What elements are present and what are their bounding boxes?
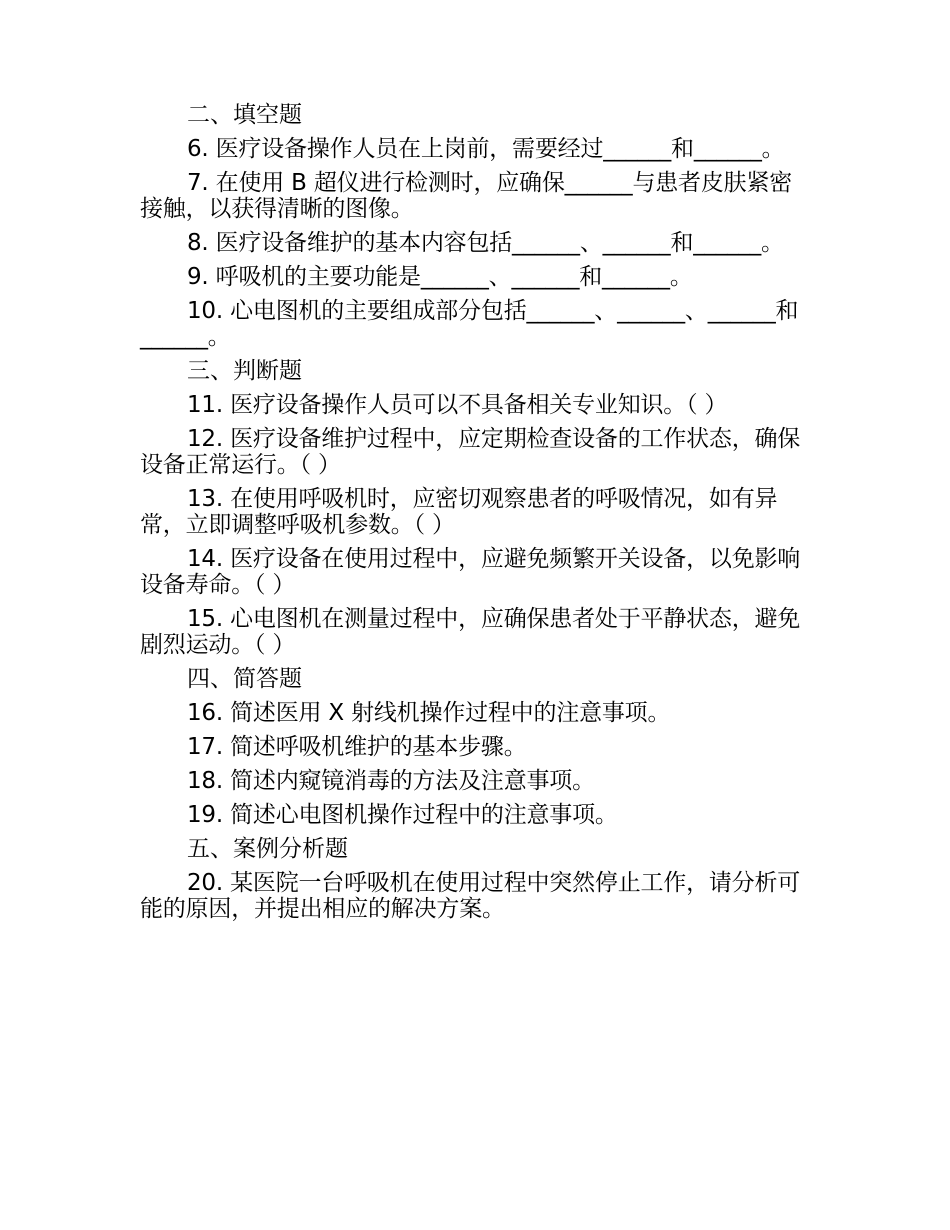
question-12: 12. 医疗设备维护过程中，应定期检查设备的工作状态，确保设备正常运行。（ ） <box>140 426 801 478</box>
section-true-false <box>140 358 805 658</box>
question-10: 10. 心电图机的主要组成部分包括______、______、______和______。 <box>140 298 799 350</box>
section-case-analysis <box>140 836 805 922</box>
question-7: 7. 在使用 B 超仪进行检测时，应确保______与患者皮肤紧密接触，以获得清晰的图像。 <box>140 170 793 222</box>
question-16: 16. 简述医用 X 射线机操作过程中的注意事项。 <box>187 700 671 726</box>
section-heading: 四、简答题 <box>187 666 302 692</box>
question-15: 15. 心电图机在测量过程中，应确保患者处于平静状态，避免剧烈运动。（ ） <box>140 606 801 658</box>
question-13: 13. 在使用呼吸机时，应密切观察患者的呼吸情况，如有异常，立即调整呼吸机参数。（ ） <box>140 486 778 538</box>
question-11: 11. 医疗设备操作人员可以不具备相关专业知识。（ ） <box>187 392 728 418</box>
document-body <box>140 102 805 930</box>
question-8: 8. 医疗设备维护的基本内容包括______、______和______。 <box>187 230 784 256</box>
section-heading: 五、案例分析题 <box>187 836 348 862</box>
question-19: 19. 简述心电图机操作过程中的注意事项。 <box>187 802 618 828</box>
section-heading: 三、判断题 <box>187 358 302 384</box>
section-short-answer <box>140 666 805 828</box>
question-20: 20. 某医院一台呼吸机在使用过程中突然停止工作，请分析可能的原因，并提出相应的解决方案。 <box>140 870 801 922</box>
question-14: 14. 医疗设备在使用过程中，应避免频繁开关设备，以免影响设备寿命。（ ） <box>140 546 801 598</box>
question-9: 9. 呼吸机的主要功能是______、______和______。 <box>187 264 693 290</box>
section-heading: 二、填空题 <box>187 102 302 128</box>
question-17: 17. 简述呼吸机维护的基本步骤。 <box>187 734 527 760</box>
question-18: 18. 简述内窥镜消毒的方法及注意事项。 <box>187 768 595 794</box>
question-6: 6. 医疗设备操作人员在上岗前，需要经过______和______。 <box>187 136 785 162</box>
section-fill-in-blank <box>140 102 805 350</box>
